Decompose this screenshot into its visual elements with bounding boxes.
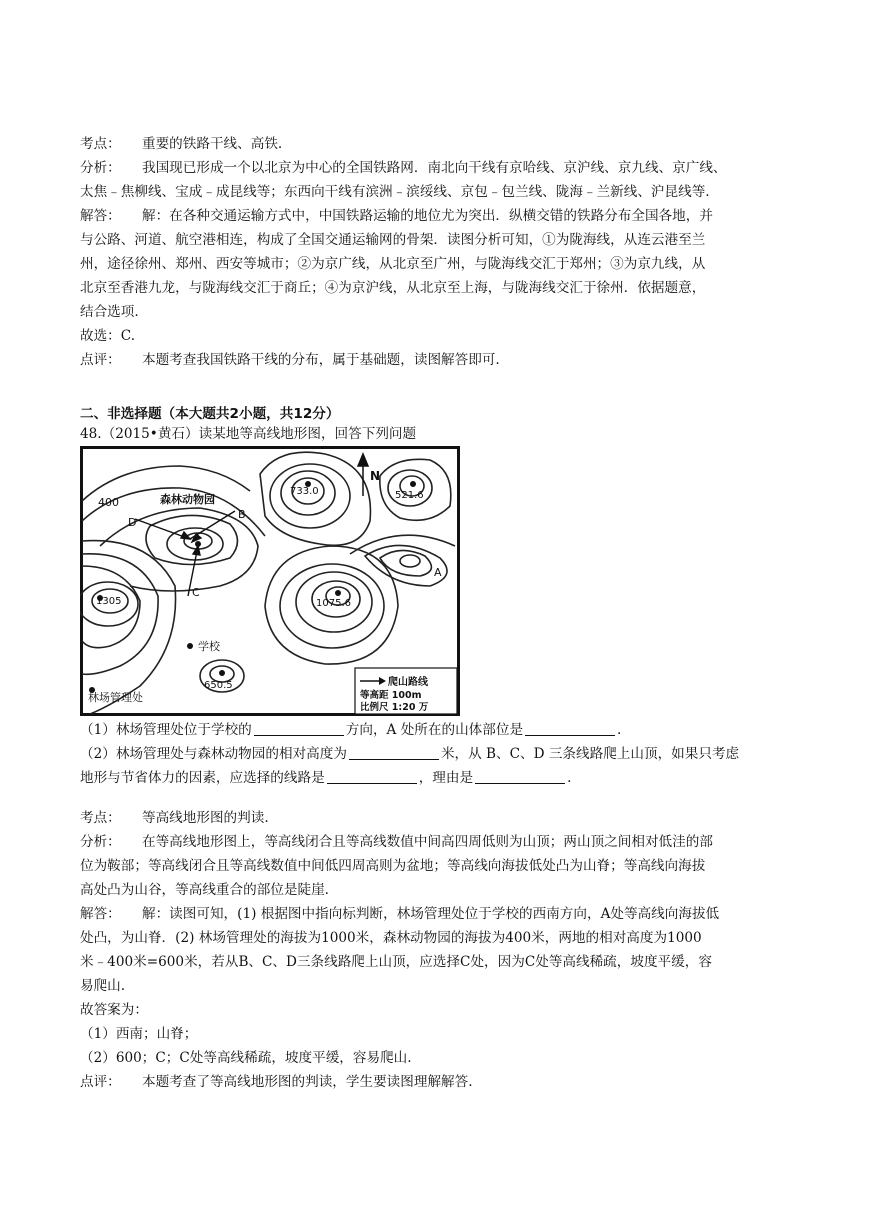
fenxi-line: 高处凸为山谷，等高线重合的部位是陡崖. (80, 882, 330, 898)
q48-questions (80, 718, 800, 790)
label-1075: 1075.6 (316, 598, 351, 609)
section-heading: 二、非选择题（本大题共2小题，共12分） (80, 406, 340, 422)
label-733: 733.0 (290, 486, 319, 497)
fenxi-line: 位为鞍部；等高线闭合且等高线数值中间低四周高则为盆地；等高线向海拔低处凸为山脊；等高线向海拔 (80, 858, 706, 874)
dianping-row (80, 348, 800, 372)
label-A: A (434, 566, 442, 579)
legend-route: 爬山路线 (388, 677, 428, 688)
kaodian-row (80, 806, 800, 830)
fenxi-row (80, 830, 800, 854)
q48-explanation (80, 806, 800, 1094)
q2-text-b: 米，从 B、C、D 三条线路爬上山顶，如果只考虑 (440, 746, 740, 762)
contour-map (80, 446, 460, 716)
fenxi-line: 我国现已形成一个以北京为中心的全国铁路网．南北向干线有京哈线、京沪线、京九线、京广线、 (142, 160, 727, 176)
dianping-label: 点评： (80, 1074, 121, 1090)
label-school: 学校 (198, 640, 220, 653)
q1-text-a: （1）林场管理处位于学校的 (80, 722, 252, 738)
answer-blank (525, 721, 615, 736)
answer-line: （1）西南；山脊； (80, 1026, 198, 1042)
north-label: N (370, 469, 381, 483)
label-office: 林场管理处 (88, 691, 143, 704)
q48-sub2 (80, 742, 800, 766)
answer-blank (475, 769, 565, 784)
fenxi-label: 分析： (80, 834, 121, 850)
answer-blank (327, 769, 417, 784)
dianping-row (80, 1070, 800, 1094)
dianping-text: 本题考查我国铁路干线的分布，属于基础题，读图解答即可. (142, 352, 500, 368)
legend-scale: 比例尺 1:20 万 (360, 702, 429, 713)
fenxi-label: 分析： (80, 160, 121, 176)
label-1305: 1305 (96, 596, 122, 607)
kaodian-text: 等高线地形图的判读. (142, 810, 269, 826)
label-D: D (128, 516, 137, 529)
legend-interval: 等高距 100m (360, 690, 422, 701)
jieda-line: 结合选项. (80, 304, 139, 320)
q2-line2-b: ，理由是 (418, 770, 474, 786)
label-zoo: 森林动物园 (160, 493, 215, 506)
answer-blank (349, 745, 439, 760)
answer-lead: 故答案为： (80, 1002, 148, 1018)
label-650: 650.5 (204, 680, 233, 691)
kaodian-label: 考点： (80, 810, 121, 826)
q47-explanation (80, 132, 800, 372)
q48-sub2-line2 (80, 766, 800, 790)
q2-text-a: （2）林场管理处与森林动物园的相对高度为 (80, 746, 347, 762)
question-48-title: 48.（2015•黄石）读某地等高线地形图，回答下列问题 (80, 426, 417, 442)
dianping-label: 点评： (80, 352, 121, 368)
jieda-row (80, 902, 800, 926)
jieda-line: 易爬山. (80, 978, 126, 994)
jieda-line: 与公路、河道、航空港相连，构成了全国交通运输网的骨架．读图分析可知，①为陇海线，从连云港至兰 (80, 232, 706, 248)
jieda-line: 米﹣400米=600米，若从B、C、D三条线路爬上山顶，应选择C处，因为C处等高线稀疏，坡度平缓，容 (80, 954, 712, 970)
kaodian-row (80, 132, 800, 156)
q2-line2-a: 地形与节省体力的因素，应选择的线路是 (80, 770, 325, 786)
jieda-label: 解答： (80, 208, 121, 224)
label-400: 400 (98, 496, 119, 509)
q1-text-c: . (617, 722, 622, 738)
jieda-line: 解：读图可知，(1) 根据图中指向标判断，林场管理处位于学校的西南方向，A处等高线向海拔低 (142, 906, 720, 922)
jieda-label: 解答： (80, 906, 121, 922)
fenxi-line: 在等高线地形图上，等高线闭合且等高线数值中间高四周低则为山顶；两山顶之间相对低洼的部 (142, 834, 713, 850)
label-C: C (192, 586, 200, 599)
q1-text-b: 方向，A 处所在的山体部位是 (345, 722, 524, 738)
jieda-line: 北京至香港九龙，与陇海线交汇于商丘；④为京沪线，从北京至上海，与陇海线交汇于徐州．依据题意， (80, 280, 706, 296)
jieda-line: 处凸，为山脊．(2) 林场管理处的海拔为1000米，森林动物园的海拔为400米，两地的相对高度为1000 (80, 930, 702, 946)
jieda-line: 州，途径徐州、郑州、西安等城市；②为京广线，从北京至广州，与陇海线交汇于郑州；③为京九线，从 (80, 256, 706, 272)
kaodian-label: 考点： (80, 136, 121, 152)
jieda-line: 解：在各种交通运输方式中，中国铁路运输的地位尤为突出．纵横交错的铁路分布全国各地，并 (142, 208, 713, 224)
label-521: 521.6 (395, 490, 424, 501)
guxuan: 故选：C. (80, 328, 136, 344)
map-legend (355, 668, 457, 714)
q2-line2-c: . (567, 770, 572, 786)
jieda-row (80, 204, 800, 228)
answer-line: （2）600；C；C处等高线稀疏，坡度平缓，容易爬山. (80, 1050, 412, 1066)
answer-blank (254, 721, 344, 736)
fenxi-line: 太焦﹣焦柳线、宝成﹣成昆线等；东西向干线有滨洲﹣滨绥线、京包﹣包兰线、陇海﹣兰新线、沪昆线等. (80, 184, 710, 200)
label-B: B (238, 508, 246, 521)
dianping-text: 本题考查了等高线地形图的判读，学生要读图理解解答. (142, 1074, 473, 1090)
q48-sub1 (80, 718, 800, 742)
fenxi-row (80, 156, 800, 180)
kaodian-text: 重要的铁路干线、高铁. (142, 136, 283, 152)
